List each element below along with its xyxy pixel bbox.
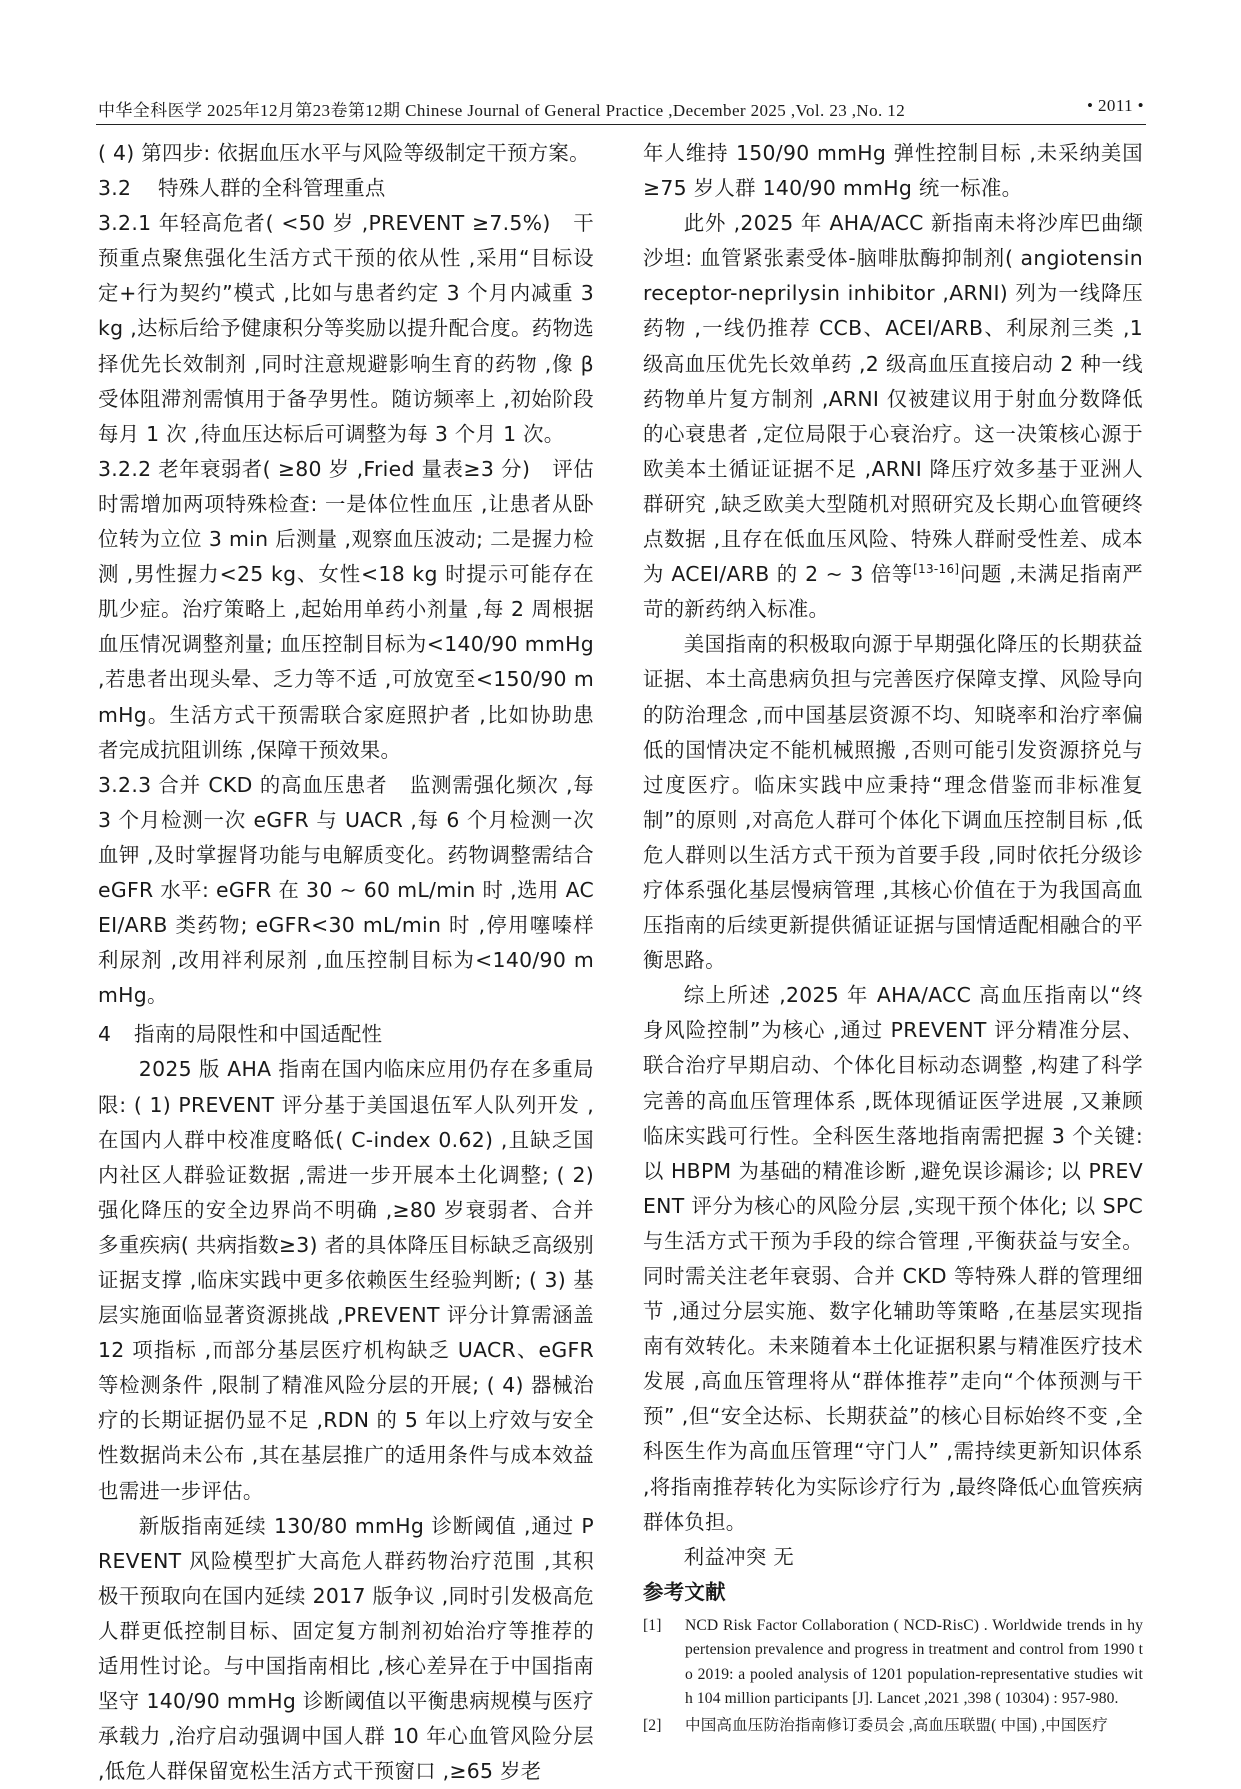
- page-number: • 2011 •: [1087, 96, 1144, 115]
- section-3-2-3: [98, 768, 594, 1014]
- subsection-number: 3.2.3: [98, 772, 152, 797]
- subsection-number: 3.2.2: [98, 456, 152, 481]
- subsection-title: 合并 CKD 的高血压患者: [158, 772, 388, 797]
- arni-text: 此外 ,2025 年 AHA/ACC 新指南未将沙库巴曲缬沙坦: 血管紧张素受体-脑啡肽酶抑制剂( angiotensin receptor-neprilysin inhibitor ,ARNI) 列为一线降压药物 ,一线仍推荐 CCB、ACEI/ARB、利尿剂三类 ,1 级高血压优先长效单药 ,2 级高血压直接启动 2 种一线药物单片复方制剂 ,ARNI 仅被建议用于射血分数降低的心衰患者 ,定位局限于心衰治疗。这一决策核心源于欧美本土循证证据不足 ,ARNI 降压疗效多基于亚洲人群研究 ,缺乏欧美大型随机对照研究及长期心血管硬终点数据 ,且存在低血压风险、特殊人群耐受性差、成本为 ACEI/ARB 的 2 ~ 3 倍等: [643, 211, 1143, 587]
- us-guideline-paragraph: 美国指南的积极取向源于早期强化降压的长期获益证据、本土高患病负担与完善医疗保障支撑、风险导向的防治理念 ,而中国基层资源不均、知晓率和治疗率偏低的国情决定不能机械照搬 ,否则可能引发资源挤兑与过度医疗。临床实践中应秉持“理念借鉴而非标准复制”的原则 ,对高危人群可个体化下调血压控制目标 ,低危人群则以生活方式干预为首要手段 ,同时依托分级诊疗体系强化基层慢病管理 ,其核心价值在于为我国高血压指南的后续更新提供循证证据与国情适配相融合的平衡思路。: [643, 632, 1143, 973]
- reference-text: NCD Risk Factor Collaboration ( NCD-RisC) . Worldwide trends in hypertension prevalence and progress in treatment and control from 1990 to 2019: a pooled analysis of 1201 population-representative studies with 104 million participants [J]. Lancet ,2021 ,398 ( 10304) : 957-980.: [685, 1616, 1143, 1708]
- references-heading: 参考文献: [643, 1579, 726, 1604]
- summary-paragraph: 综上所述 ,2025 年 AHA/ACC 高血压指南以“终身风险控制”为核心 ,通过 PREVENT 评分精准分层、联合治疗早期启动、个体化目标动态调整 ,构建了科学完善的高血压管理体系 ,既体现循证医学进展 ,又兼顾临床实践可行性。全科医生落地指南需把握 3 个关键: 以 HBPM 为基础的精准诊断 ,避免误诊漏诊; 以 PREVENT 评分为核心的风险分层 ,实现干预个体化; 以 SPC 与生活方式干预为手段的综合管理 ,平衡获益与安全。同时需关注老年衰弱、合并 CKD 等特殊人群的管理细节 ,通过分层实施、数字化辅助等策略 ,在基层实现指南有效转化。未来随着本土化证据积累与精准医疗技术发展 ,高血压管理将从“群体推荐”走向“个体预测与干预” ,但“安全达标、长期获益”的核心目标始终不变 ,全科医生作为高血压管理“守门人” ,需持续更新知识体系 ,将指南推荐转化为实际诊疗行为 ,最终降低心血管疾病群体负担。: [643, 983, 1143, 1534]
- subsection-number: 3.2.1: [98, 211, 152, 236]
- reference-text: 中国高血压防治指南修订委员会 ,高血压联盟( 中国) ,中国医疗: [685, 1716, 1108, 1734]
- section-3-2-heading: [98, 171, 594, 206]
- section-3-2-1: [98, 206, 594, 452]
- step4-paragraph: ( 4) 第四步: 依据血压水平与风险等级制定干预方案。: [98, 141, 590, 165]
- citation-superscript: [13-16]: [913, 562, 960, 577]
- subsection-title: 老年衰弱者( ≥80 岁 ,Fried 量表≥3 分): [158, 456, 531, 481]
- right-column: [643, 136, 1143, 1740]
- arni-paragraph: [643, 206, 1143, 627]
- section-number: 4: [98, 1022, 112, 1047]
- section-4-heading: [98, 1017, 594, 1052]
- reference-item: [643, 1714, 1143, 1739]
- journal-citation: 中华全科医学 2025年12月第23卷第12期 Chinese Journal of General Practice ,December 2025 ,Vol. 23 ,No. 12: [98, 101, 906, 120]
- left-column: [98, 136, 594, 1789]
- section-title: 指南的局限性和中国适配性: [134, 1022, 383, 1047]
- section-3-2-2: [98, 452, 594, 768]
- subsection-title: 年轻高危者( <50 岁 ,PREVENT ≥7.5%): [158, 211, 551, 236]
- reference-number: [2]: [643, 1716, 662, 1734]
- running-header: [98, 96, 1144, 122]
- reference-list: [643, 1614, 1143, 1739]
- section-title: 特殊人群的全科管理重点: [158, 176, 386, 201]
- reference-item: [643, 1614, 1143, 1712]
- reference-number: [1]: [643, 1616, 662, 1634]
- conflict-of-interest: 利益冲突 无: [683, 1544, 795, 1569]
- subsection-text: 评估时需增加两项特殊检查: 一是体位性血压 ,让患者从卧位转为立位 3 min 后测量 ,观察血压波动; 二是握力检测 ,男性握力<25 kg、女性<18 kg 时提示可能存在肌少症。治疗策略上 ,起始用单药小剂量 ,每 2 周根据血压情况调整剂量; 血压控制目标为<140/90 mmHg ,若患者出现头晕、乏力等不适 ,可放宽至<150/90 mmHg。生活方式干预需联合家庭照护者 ,比如协助患者完成抗阻训练 ,保障干预效果。: [98, 456, 594, 762]
- header-rule: [96, 124, 1146, 125]
- subsection-text: 监测需强化频次 ,每 3 个月检测一次 eGFR 与 UACR ,每 6 个月检测一次血钾 ,及时掌握肾功能与电解质变化。药物调整需结合 eGFR 水平: eGFR 在 30 ~ 60 mL/min 时 ,选用 ACEI/ARB 类药物; eGFR<30 mL/min 时 ,停用噻嗪样利尿剂 ,改用袢利尿剂 ,血压控制目标为<140/90 mmHg。: [98, 772, 594, 1008]
- limitations-paragraph: 2025 版 AHA 指南在国内临床应用仍存在多重局限: ( 1) PREVENT 评分基于美国退伍军人队列开发 ,在国内人群中校准度略低( C-index 0.62) ,且缺乏国内社区人群验证数据 ,需进一步开展本土化调整; ( 2) 强化降压的安全边界尚不明确 ,≥80 岁衰弱者、合并多重疾病( 共病指数≥3) 者的具体降压目标缺乏高级别证据支撑 ,临床实践中更多依赖医生经验判断; ( 3) 基层实施面临显著资源挑战 ,PREVENT 评分计算需涵盖 12 项指标 ,而部分基层医疗机构缺乏 UACR、eGFR 等检测条件 ,限制了精准风险分层的开展; ( 4) 器械治疗的长期证据仍显不足 ,RDN 的 5 年以上疗效与安全性数据尚未公布 ,其在基层推广的适用条件与成本效益也需进一步评估。: [98, 1057, 594, 1503]
- continued-paragraph: 年人维持 150/90 mmHg 弹性控制目标 ,未采纳美国≥75 岁人群 140/90 mmHg 统一标准。: [643, 141, 1143, 201]
- arni-text-end: 问题 ,未满足指南严苛的新药纳入标准。: [643, 562, 1144, 622]
- section-number: 3.2: [98, 176, 132, 201]
- subsection-text: 干预重点聚焦强化生活方式干预的依从性 ,采用“目标设定+行为契约”模式 ,比如与患者约定 3 个月内减重 3 kg ,达标后给予健康积分等奖励以提升配合度。药物选择优先长效制剂 ,同时注意规避影响生育的药物 ,像 β 受体阻滞剂需慎用于备孕男性。随访频率上 ,初始阶段每月 1 次 ,待血压达标后可调整为每 3 个月 1 次。: [98, 211, 594, 446]
- new-guideline-paragraph: 新版指南延续 130/80 mmHg 诊断阈值 ,通过 PREVENT 风险模型扩大高危人群药物治疗范围 ,其积极干预取向在国内延续 2017 版争议 ,同时引发极高危人群更低控制目标、固定复方制剂初始治疗等推荐的适用性讨论。与中国指南相比 ,核心差异在于中国指南坚守 140/90 mmHg 诊断阈值以平衡患病规模与医疗承载力 ,治疗启动强调中国人群 10 年心血管风险分层 ,低危人群保留宽松生活方式干预窗口 ,≥65 岁老: [98, 1513, 594, 1784]
